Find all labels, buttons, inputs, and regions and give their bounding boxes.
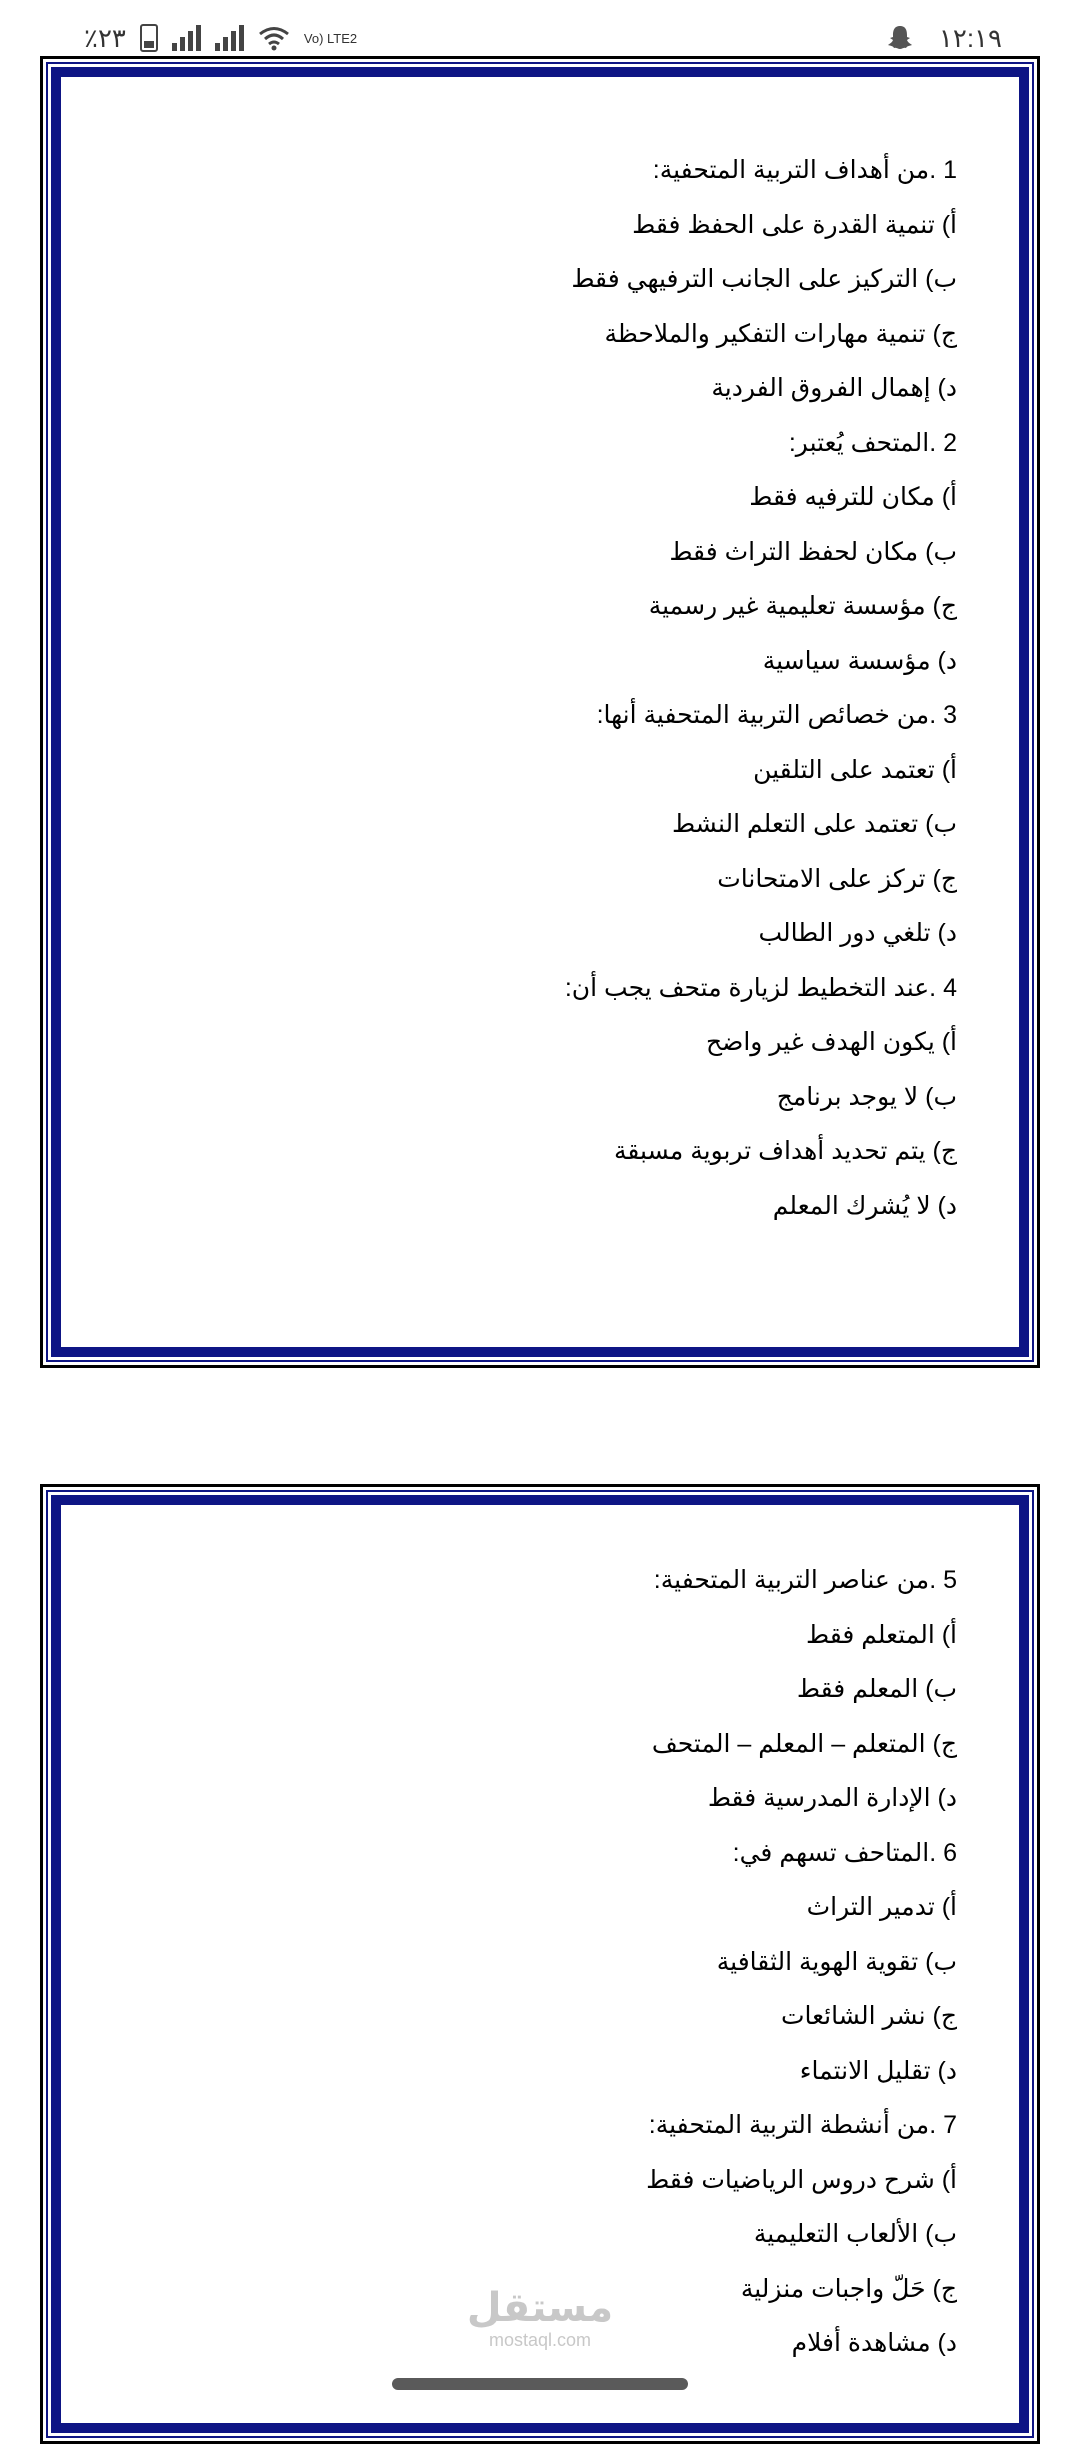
page-1-questions: [97, 143, 957, 1233]
option-line: د) تلغي دور الطالب: [758, 919, 957, 947]
signal-2-icon: [215, 25, 244, 51]
page-2-questions: [97, 1553, 957, 2371]
option-line: ج) حَلّ واجبات منزلية: [740, 2274, 957, 2303]
question-5: 5 .من عناصر التربية المتحفية:: [653, 1566, 957, 1594]
option-line: ب) تعتمد على التعلم النشط: [671, 810, 957, 838]
option-line: أ) تنمية القدرة على الحفظ فقط: [632, 210, 957, 239]
option-line: ب) المعلم فقط: [796, 1675, 957, 1703]
battery-percent: ٪٢٣: [84, 22, 126, 53]
option-line: أ) المتعلم فقط: [805, 1620, 957, 1649]
home-indicator[interactable]: [392, 2378, 688, 2390]
option-line: د) لا يُشرك المعلم: [772, 1191, 957, 1220]
option-line: أ) يكون الهدف غير واضح: [705, 1028, 957, 1056]
option-line: أ) تعتمد على التلقين: [753, 755, 957, 784]
battery-icon: [140, 24, 158, 52]
question-3: 3 .من خصائص التربية المتحفية أنها:: [596, 701, 957, 729]
option-line: د) الإدارة المدرسية فقط: [707, 1784, 957, 1812]
option-line: د) تقليل الانتماء: [799, 2056, 957, 2085]
option-line: د) مشاهدة أفلام: [791, 2329, 957, 2357]
watermark-latin: mostaql.com: [488, 2330, 592, 2350]
signal-icon: [172, 25, 201, 51]
clock-time: ١٢:١٩: [938, 22, 1002, 53]
snapchat-ghost-icon: [885, 23, 915, 53]
option-line: ب) مكان لحفظ التراث فقط: [669, 537, 957, 566]
option-line: ب) التركيز على الجانب الترفيهي فقط: [571, 265, 957, 293]
question-7: 7 .من أنشطة التربية المتحفية:: [648, 2111, 957, 2139]
option-line: ج) مؤسسة تعليمية غير رسمية: [648, 592, 957, 620]
wifi-icon: [258, 25, 290, 51]
option-line: ج) تنمية مهارات التفكير والملاحظة: [604, 319, 957, 348]
option-line: د) مؤسسة سياسية: [762, 646, 957, 675]
option-line: د) إهمال الفروق الفردية: [711, 374, 957, 402]
option-line: ج) يتم تحديد أهداف تربوية مسبقة: [613, 1137, 957, 1165]
watermark: [0, 2286, 1080, 2350]
option-line: ج) نشر الشائعات: [780, 2002, 957, 2030]
watermark-arabic: مستقل: [466, 2286, 614, 2330]
question-6: 6 .المتاحف تسهم في:: [732, 1838, 957, 1867]
option-line: أ) شرح دروس الرياضيات فقط: [646, 2165, 957, 2194]
network-type-label: Vo) LTE2: [303, 30, 358, 46]
status-left-group: [84, 20, 357, 56]
option-line: ب) الألعاب التعليمية: [753, 2220, 957, 2248]
option-line: ج) تركز على الامتحانات: [717, 864, 957, 893]
question-1: 1 .من أهداف التربية المتحفية:: [652, 156, 957, 184]
option-line: أ) مكان للترفيه فقط: [749, 483, 957, 511]
question-2: 2 .المتحف يُعتبر:: [788, 428, 957, 457]
document-page-1: [40, 56, 1040, 1368]
option-line: ب) تقوية الهوية الثقافية: [716, 1947, 957, 1976]
option-line: أ) تدمير التراث: [806, 1893, 957, 1921]
status-bar: [0, 0, 1080, 58]
option-line: ج) المتعلم – المعلم – المتحف: [651, 1729, 957, 1758]
option-line: ب) لا يوجد برنامج: [776, 1082, 957, 1111]
question-4: 4 .عند التخطيط لزيارة متحف يجب أن:: [564, 973, 957, 1002]
status-right-group: [885, 20, 1002, 56]
